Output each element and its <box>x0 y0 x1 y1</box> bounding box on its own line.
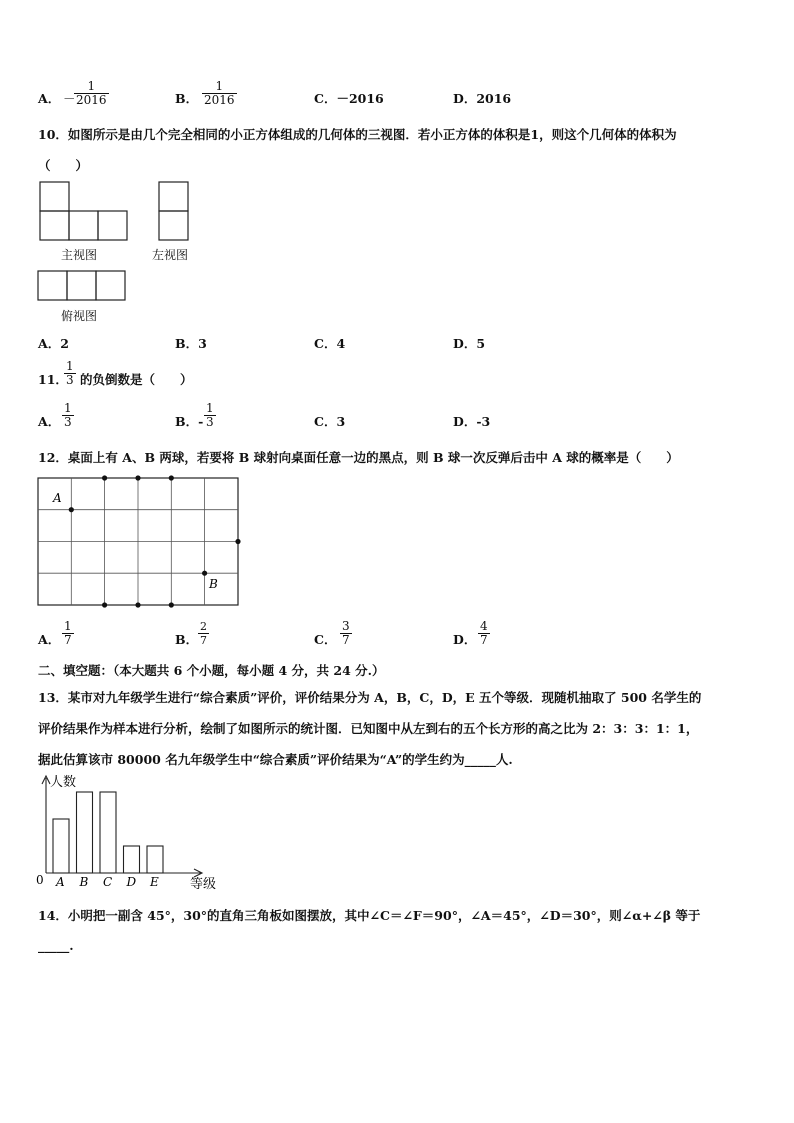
q10-option-c: C．4 <box>314 336 346 351</box>
bar-b <box>77 792 93 873</box>
fraction-denominator: 3 <box>64 415 72 429</box>
bar-label-c: C <box>103 875 113 889</box>
q12-option-b-fraction <box>198 620 209 647</box>
edge-dot <box>102 602 107 607</box>
bar-label-a: A <box>56 875 65 889</box>
edge-dot <box>102 475 107 480</box>
ball-b-label: B <box>209 577 218 591</box>
q10-option-d: D．5 <box>453 336 486 351</box>
top-view-caption: 俯视图 <box>61 309 98 323</box>
q11-option-a-fraction <box>62 402 74 429</box>
q10-stem-line2: （ ） <box>38 158 89 173</box>
fraction-denominator: 7 <box>342 633 350 647</box>
edge-dot <box>169 475 174 480</box>
q10-option-b: B．3 <box>175 336 207 351</box>
edge-dot <box>135 602 140 607</box>
q12-option-b-label: B． <box>175 632 199 647</box>
fraction-numerator: 2 <box>200 620 207 633</box>
q12-option-c-label: C． <box>314 632 337 647</box>
origin-label: 0 <box>36 873 44 887</box>
fraction-denominator: 2016 <box>204 93 235 107</box>
fraction-denominator: 2016 <box>76 93 107 107</box>
bar-d <box>124 846 140 873</box>
bars-group <box>53 792 163 873</box>
billiard-table-figure <box>30 470 250 615</box>
front-view-square <box>98 211 127 240</box>
y-axis-label: 人数 <box>50 775 77 790</box>
q11-number: 11． <box>38 372 68 387</box>
q12-option-d-fraction <box>478 620 490 647</box>
fraction-numerator: 4 <box>480 619 488 633</box>
fraction-denominator: 3 <box>206 415 214 429</box>
fraction-numerator: 1 <box>87 79 96 93</box>
fraction-numerator: 1 <box>64 619 72 633</box>
q12-option-c-fraction <box>340 620 352 647</box>
top-view-square <box>96 271 125 300</box>
q12-option-d-label: D． <box>453 632 477 647</box>
q11-option-a-label: A． <box>38 414 61 429</box>
left-view-square <box>159 182 188 211</box>
fraction-denominator: 7 <box>200 634 207 647</box>
bar-label-d: D <box>126 875 137 889</box>
bar-a <box>53 819 69 873</box>
fraction-denominator: 7 <box>480 633 488 647</box>
front-view-square <box>40 182 69 211</box>
bar-c <box>100 792 116 873</box>
q12-option-a-fraction <box>62 620 74 647</box>
left-view-square <box>159 211 188 240</box>
fraction-numerator: 3 <box>342 619 350 633</box>
front-view-square <box>40 211 69 240</box>
top-view-figure <box>30 265 140 305</box>
q9-option-d: D．2016 <box>453 91 512 106</box>
fraction-numerator: 1 <box>66 359 74 373</box>
front-view-square <box>69 211 98 240</box>
bar-e <box>147 846 163 873</box>
bar-labels-group <box>55 875 159 889</box>
grade-bar-chart <box>30 770 230 895</box>
edge-dot <box>235 539 240 544</box>
q13-line3: 据此估算该市 80000 名九年级学生中“综合素质”评价结果为“A”的学生约为_____人. <box>38 752 513 767</box>
section-2-heading: 二、填空题：（本大题共 6 个小题，每小题 4 分，共 24 分.） <box>38 663 385 678</box>
ball-b-dot <box>202 571 207 576</box>
edge-dot <box>135 475 140 480</box>
fraction-numerator: 1 <box>215 79 224 93</box>
top-view-square <box>38 271 67 300</box>
q12-stem: 12．桌面上有 A、B 两球，若要将 B 球射向桌面任意一边的黑点，则 B 球一次反弹后击中 A 球的概率是（ ） <box>38 450 679 465</box>
q10-stem-line1: 10．如图所示是由几个完全相同的小正方体组成的几何体的三视图．若小正方体的体积是1，则这个几何体的体积为 <box>38 127 677 142</box>
q14-line2: _____. <box>38 938 74 953</box>
x-axis-label: 等级 <box>190 877 217 892</box>
q11-option-c: C．3 <box>314 414 346 429</box>
fraction-numerator: 1 <box>64 401 72 415</box>
q11-option-b-label: B．- <box>175 414 204 429</box>
q9-option-b-fraction <box>202 80 237 107</box>
fraction-numerator: 1 <box>206 401 214 415</box>
ball-a-label: A <box>53 491 62 505</box>
q9-option-b-label: B． <box>175 91 199 106</box>
top-view-square <box>67 271 96 300</box>
q10-option-a: A．2 <box>38 336 69 351</box>
fraction-denominator: 7 <box>64 633 72 647</box>
q9-option-a-sign: － <box>63 91 76 106</box>
q9-option-a-label: A． <box>38 91 61 106</box>
bar-label-b: B <box>79 875 89 889</box>
q12-option-a-label: A． <box>38 632 61 647</box>
front-view-caption: 主视图 <box>61 248 98 262</box>
q13-line1: 13．某市对九年级学生进行“综合素质”评价，评价结果分为 A，B，C，D，E 五个等级．现随机抽取了 500 名学生的 <box>38 690 702 705</box>
bar-label-e: E <box>150 875 159 889</box>
q14-line1: 14．小明把一副含 45°，30°的直角三角板如图摆放，其中∠C＝∠F＝90°，∠A＝45°，∠D＝30°，则∠α+∠β 等于 <box>38 908 701 923</box>
q11-fraction <box>64 360 76 387</box>
edge-dot <box>169 602 174 607</box>
q13-line2: 评价结果作为样本进行分析，绘制了如图所示的统计图．已知图中从左到右的五个长方形的高之比为 2：3：3：1：1， <box>38 721 699 736</box>
q11-option-b-fraction <box>204 402 216 429</box>
ball-a-dot <box>69 507 74 512</box>
q11-option-d: D．-3 <box>453 414 491 429</box>
fraction-denominator: 3 <box>66 373 74 387</box>
q9-option-c: C．－2016 <box>314 91 384 106</box>
q9-option-a-fraction <box>74 80 109 107</box>
q11-stem: 的负倒数是（ ） <box>80 372 193 387</box>
left-view-caption: 左视图 <box>152 248 189 262</box>
